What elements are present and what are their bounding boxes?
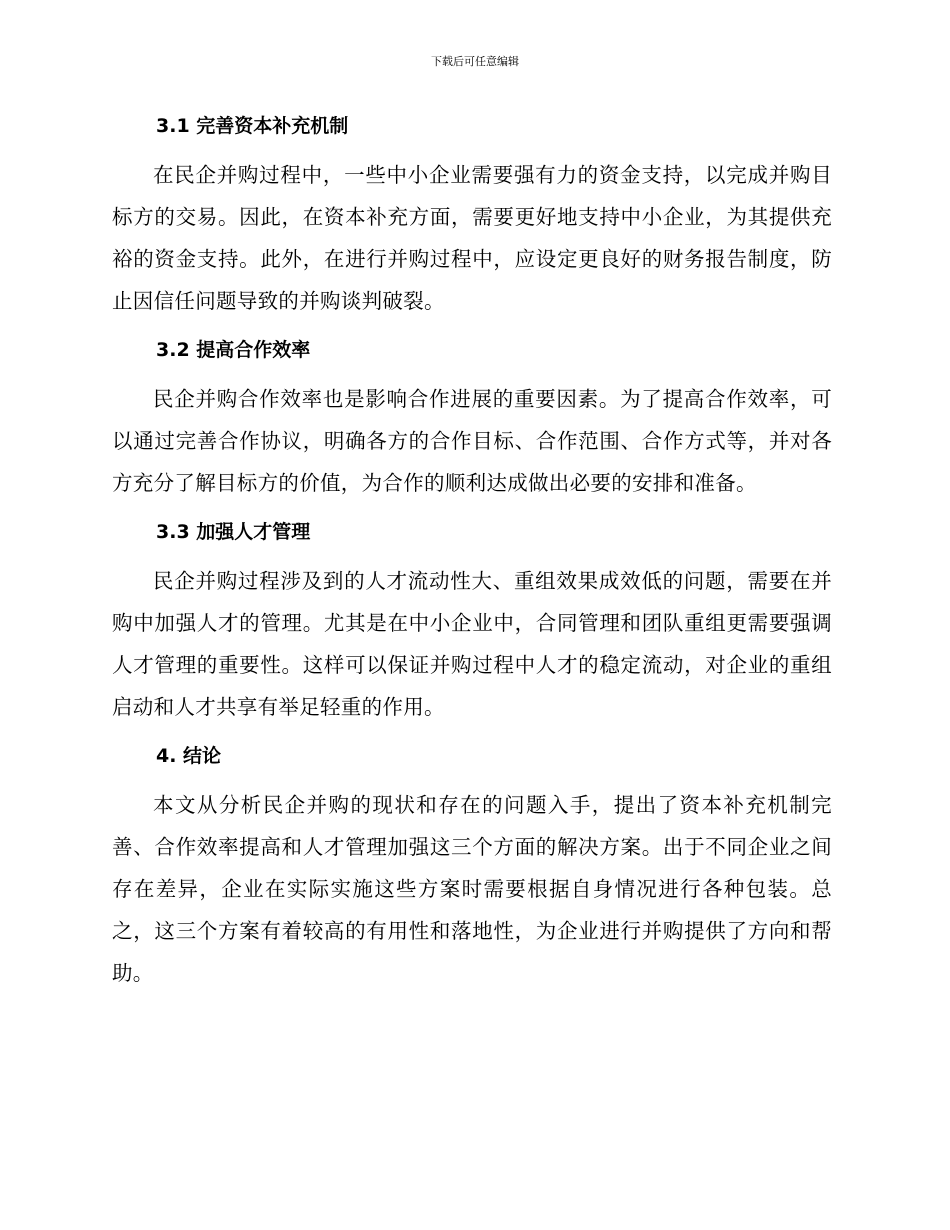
section-paragraph: 在民企并购过程中，一些中小企业需要强有力的资金支持，以完成并购目标方的交易。因此，在资本补充方面，需要更好地支持中小企业，为其提供充裕的资金支持。此外，在进行并购过程中，应设定更良好的财务报告制度，防止因信任问题导致的并购谈判破裂。 <box>112 163 832 313</box>
section-heading: 3.1 完善资本补充机制 <box>156 115 349 137</box>
page-header: 下载后可任意编辑 <box>431 55 519 68</box>
section-3-3 <box>112 514 832 728</box>
section-4-conclusion <box>112 738 832 994</box>
section-heading: 3.3 加强人才管理 <box>156 521 311 543</box>
section-paragraph: 民企并购过程涉及到的人才流动性大、重组效果成效低的问题，需要在并购中加强人才的管理。尤其是在中小企业中，合同管理和团队重组更需要强调人才管理的重要性。这样可以保证并购过程中人才的稳定流动，对企业的重组启动和人才共享有举足轻重的作用。 <box>112 569 832 719</box>
section-3-1 <box>112 108 832 322</box>
section-3-2 <box>112 332 832 504</box>
section-heading: 4. 结论 <box>156 745 222 767</box>
section-paragraph: 民企并购合作效率也是影响合作进展的重要因素。为了提高合作效率，可以通过完善合作协议，明确各方的合作目标、合作范围、合作方式等，并对各方充分了解目标方的价值，为合作的顺利达成做出必要的安排和准备。 <box>112 387 832 495</box>
document-body <box>112 108 832 1004</box>
section-heading: 3.2 提高合作效率 <box>156 339 311 361</box>
section-paragraph: 本文从分析民企并购的现状和存在的问题入手，提出了资本补充机制完善、合作效率提高和人才管理加强这三个方面的解决方案。出于不同企业之间存在差异，企业在实际实施这些方案时需要根据自身情况进行各种包装。总之，这三个方案有着较高的有用性和落地性，为企业进行并购提供了方向和帮助。 <box>112 793 832 985</box>
